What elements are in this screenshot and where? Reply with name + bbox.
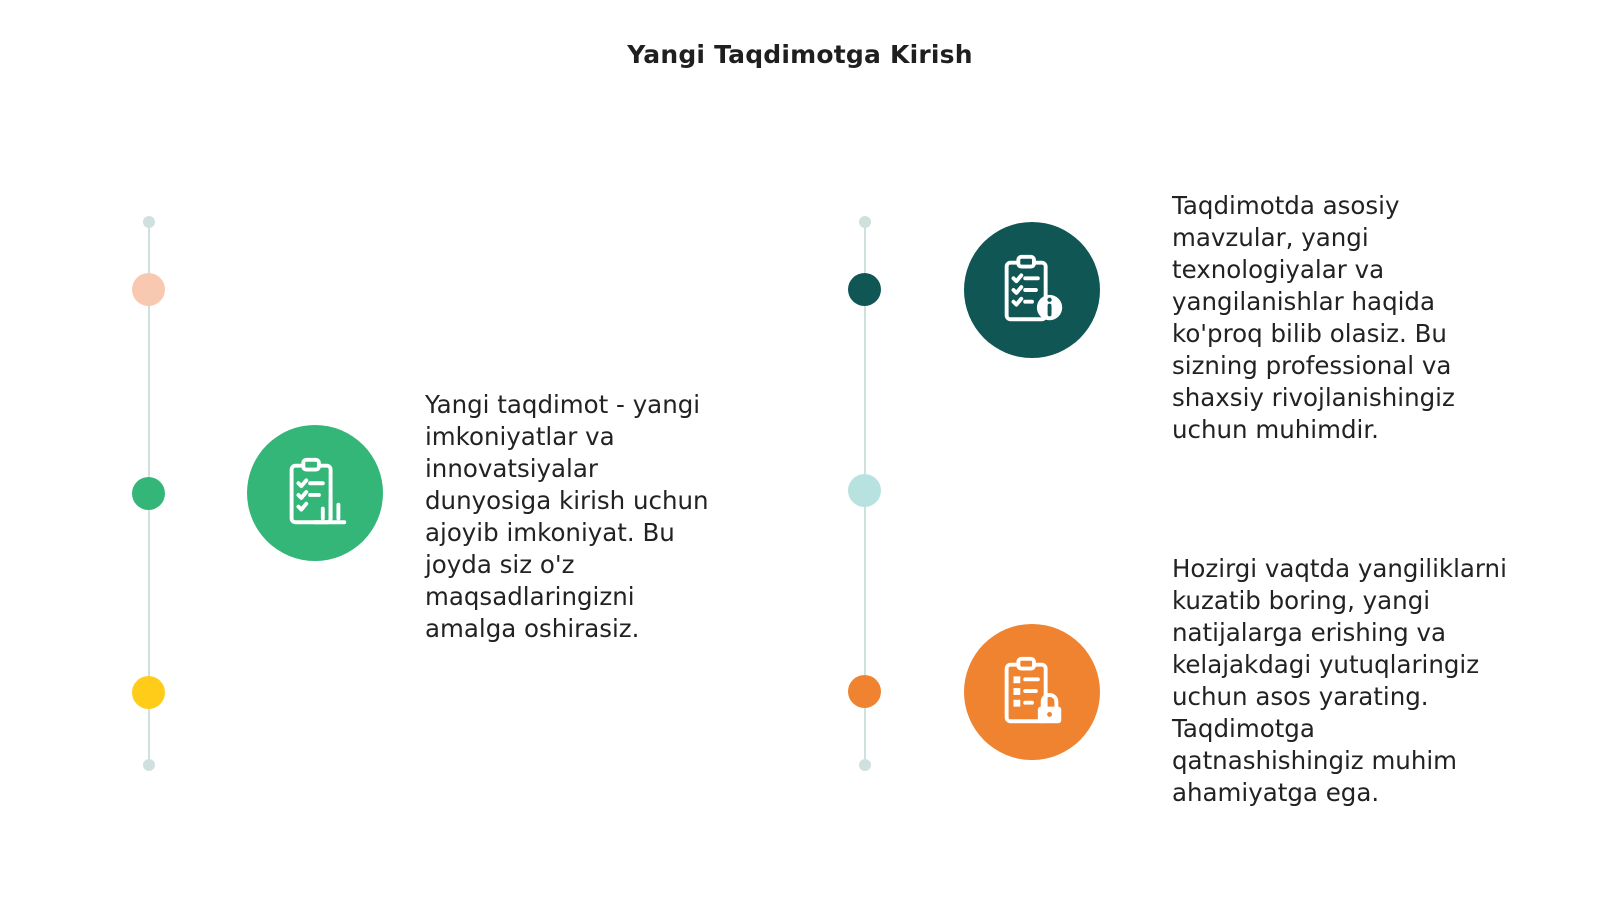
right-timeline-teal-dot xyxy=(848,273,881,306)
item-3-description: Hozirgi vaqtda yangiliklarni kuzatib boring, yangi natijalarga erishing va kelajakdagi yutuqlaringiz uchun asos yarating. Taqdimotga qatnashishingiz muhim ahamiyatga ega. xyxy=(1172,554,1507,807)
green-badge xyxy=(247,425,383,561)
right-timeline-top-cap xyxy=(859,216,871,228)
orange-badge xyxy=(964,624,1100,760)
right-timeline-bottom-cap xyxy=(859,759,871,771)
left-timeline-peach-dot xyxy=(132,273,165,306)
left-timeline-bottom-cap xyxy=(143,759,155,771)
teal-badge xyxy=(964,222,1100,358)
left-timeline-yellow-dot xyxy=(132,676,165,709)
left-timeline-top-cap xyxy=(143,216,155,228)
left-timeline-green-dot xyxy=(132,477,165,510)
right-timeline-orange-dot xyxy=(848,675,881,708)
item-1-description: Yangi taqdimot - yangi imkoniyatlar va innovatsiyalar dunyosiga kirish uchun ajoyib imkoniyat. Bu joyda siz o'z maqsadlaringizni amalga oshirasiz. xyxy=(425,390,709,643)
page-title: Yangi Taqdimotga Kirish xyxy=(627,40,973,69)
clipboard-chart-icon xyxy=(276,454,354,532)
clipboard-info-icon xyxy=(993,251,1071,329)
right-timeline-light-teal-dot xyxy=(848,474,881,507)
item-2-description: Taqdimotda asosiy mavzular, yangi texnologiyalar va yangilanishlar haqida ko'proq bilib olasiz. Bu sizning professional va shaxsiy rivojlanishingiz uchun muhimdir. xyxy=(1172,191,1455,444)
clipboard-lock-icon xyxy=(993,653,1071,731)
